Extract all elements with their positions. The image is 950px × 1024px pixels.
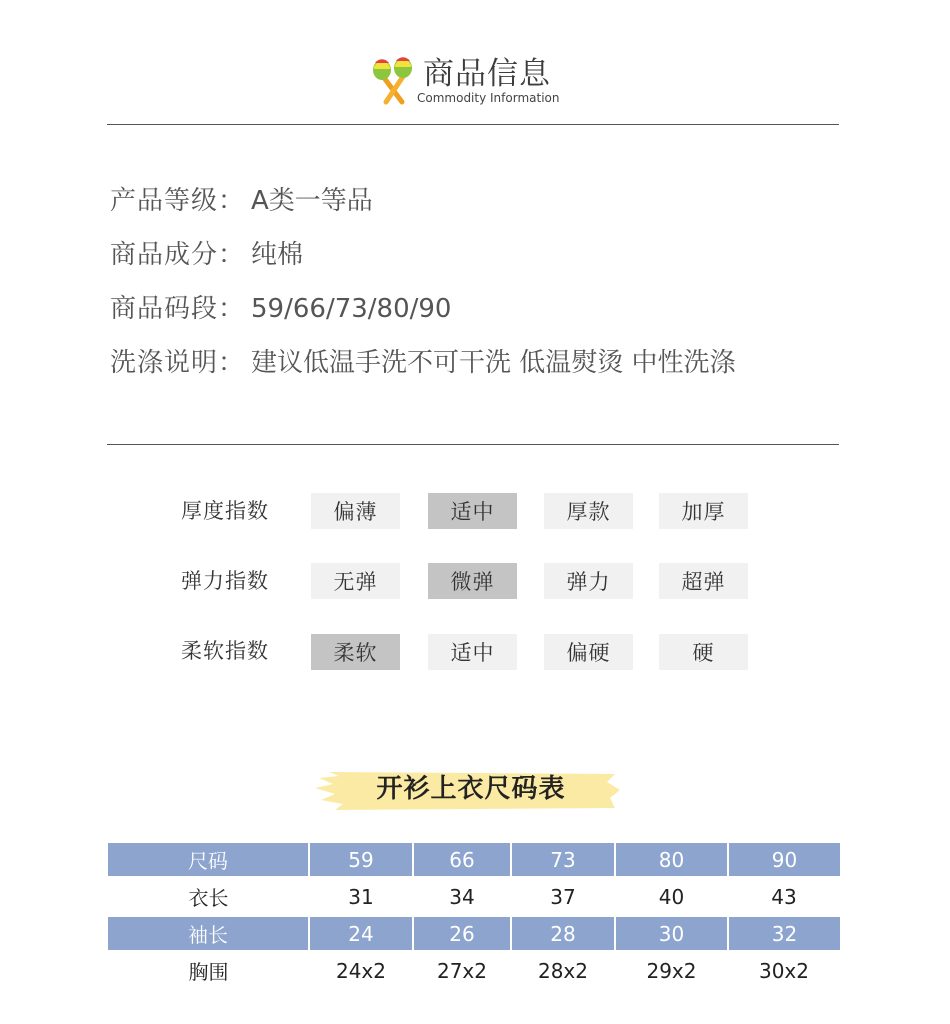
table-cell: 24 xyxy=(309,917,413,950)
info-label: 产品等级： xyxy=(110,186,246,216)
maracas-icon xyxy=(372,55,414,105)
table-cell: 80 xyxy=(615,843,728,876)
table-cell: 40 xyxy=(658,884,685,909)
info-material xyxy=(110,239,303,271)
table-cell: 27x2 xyxy=(436,958,487,983)
divider xyxy=(107,124,839,125)
table-cell: 34 xyxy=(449,884,475,909)
chip-softness-1: 适中 xyxy=(428,634,517,670)
table-cell: 30 xyxy=(615,917,728,950)
table-cell: 袖长 xyxy=(108,917,309,950)
table-cell: 30x2 xyxy=(758,958,809,983)
index-label-elasticity: 弹力指数 xyxy=(181,569,269,593)
page-subtitle: Commodity Information xyxy=(417,91,560,105)
chip-elasticity-3: 超弹 xyxy=(659,563,748,599)
info-sizes xyxy=(110,293,451,325)
chip-elasticity-1-selected: 微弹 xyxy=(428,563,517,599)
info-value: A类一等品 xyxy=(251,186,373,216)
table-cell: 73 xyxy=(511,843,615,876)
table-row-size xyxy=(108,843,840,876)
table-cell: 24x2 xyxy=(335,958,386,983)
table-row-chest xyxy=(108,950,840,991)
table-cell: 43 xyxy=(771,884,797,909)
table-cell: 37 xyxy=(550,884,576,909)
table-cell: 28 xyxy=(511,917,615,950)
index-label-softness: 柔软指数 xyxy=(181,639,269,663)
page-title: 商品信息 xyxy=(423,56,551,92)
chip-softness-3: 硬 xyxy=(659,634,748,670)
chip-thickness-3: 加厚 xyxy=(659,493,748,529)
index-label-thickness: 厚度指数 xyxy=(181,499,269,523)
chip-thickness-1-selected: 适中 xyxy=(428,493,517,529)
chip-softness-0-selected: 柔软 xyxy=(311,634,400,670)
table-cell: 尺码 xyxy=(108,843,309,876)
table-cell: 31 xyxy=(348,884,374,909)
table-row-sleeve xyxy=(108,917,840,950)
info-value: 建议低温手洗不可干洗 低温熨烫 中性洗涤 xyxy=(251,348,736,378)
table-cell: 90 xyxy=(728,843,840,876)
chip-thickness-0: 偏薄 xyxy=(311,493,400,529)
table-cell: 28x2 xyxy=(537,958,588,983)
size-table-title: 开衫上衣尺码表 xyxy=(376,774,566,804)
table-cell: 衣长 xyxy=(188,886,229,910)
table-cell: 胸围 xyxy=(188,960,229,984)
info-label: 洗涤说明： xyxy=(110,348,246,378)
table-cell: 26 xyxy=(413,917,511,950)
table-cell: 32 xyxy=(728,917,840,950)
info-value: 纯棉 xyxy=(251,240,304,270)
chip-softness-2: 偏硬 xyxy=(544,634,633,670)
info-label: 商品码段： xyxy=(110,294,246,324)
chip-thickness-2: 厚款 xyxy=(544,493,633,529)
info-grade xyxy=(110,185,373,217)
table-row-length xyxy=(108,876,840,917)
table-cell: 59 xyxy=(309,843,413,876)
info-value: 59/66/73/80/90 xyxy=(251,294,452,324)
table-cell: 66 xyxy=(413,843,511,876)
info-label: 商品成分： xyxy=(110,240,246,270)
divider xyxy=(107,444,839,445)
chip-elasticity-2: 弹力 xyxy=(544,563,633,599)
size-table xyxy=(108,843,840,991)
table-cell: 29x2 xyxy=(646,958,697,983)
info-washing xyxy=(110,347,736,379)
chip-elasticity-0: 无弹 xyxy=(311,563,400,599)
